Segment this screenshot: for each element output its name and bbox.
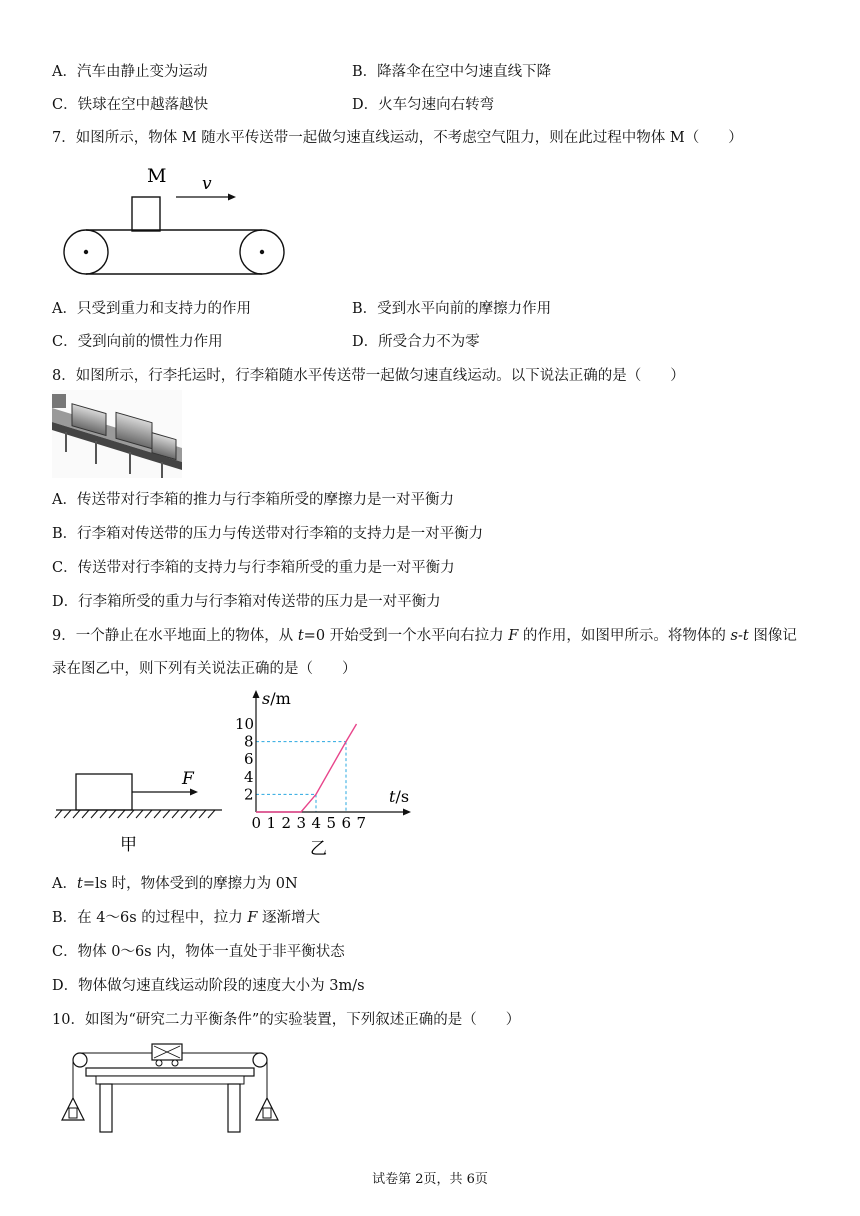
option-letter: C． — [52, 944, 78, 960]
x-tick-label: 6 — [341, 814, 352, 832]
option-text: 物体 0～6s 内，物体一直处于非平衡状态 — [77, 944, 345, 960]
q8-option-b — [52, 522, 483, 543]
option-letter: A． — [52, 876, 77, 892]
y-tick-label: 4 — [244, 767, 254, 786]
q10-stem: 10．如图为“研究二力平衡条件”的实验装置，下列叙述正确的是（ ） — [52, 1012, 521, 1028]
q7-option-b — [352, 297, 551, 318]
x-tick-label: 5 — [326, 814, 337, 832]
stem-text: =0 开始受到一个水平向右拉力 — [303, 628, 509, 644]
force-label: F — [182, 769, 194, 789]
q10-apparatus-figure — [56, 1040, 280, 1136]
q8-option-a — [52, 488, 454, 509]
option-letter: A． — [52, 301, 77, 317]
option-var: t — [76, 876, 83, 892]
series-line — [256, 724, 357, 812]
option-text: 降落伞在空中匀速直线下降 — [377, 64, 552, 80]
q7-stem: 7．如图所示，物体 M 随水平传送带一起做匀速直线运动，不考虑空气阻力，则在此过程中物体 M（ ） — [52, 130, 743, 146]
weight-right-mass — [263, 1108, 271, 1118]
left-axle — [84, 250, 88, 254]
option-letter: A． — [52, 64, 77, 80]
table-leg-right — [228, 1084, 240, 1132]
option-text: =ls 时，物体受到的摩擦力为 0N — [82, 876, 298, 892]
q8-stem: 8．如图所示，行李托运时，行李箱随水平传送带一起做匀速直线运动。以下说法正确的是（ ） — [52, 368, 685, 384]
suitcase-edge — [52, 394, 66, 408]
option-letter: D． — [52, 978, 79, 994]
y-tick-label: 8 — [244, 732, 254, 751]
q9-option-d — [52, 974, 365, 995]
q6-option-d — [352, 93, 494, 114]
option-letter: B． — [52, 910, 78, 926]
option-text: 铁球在空中越落越快 — [77, 97, 209, 113]
option-letter: C． — [52, 560, 78, 576]
option-text: 受到向前的惯性力作用 — [77, 334, 223, 350]
hatch-mark — [109, 810, 116, 818]
stem-text: 的作用，如图甲所示。将物体的 — [518, 628, 731, 644]
option-letter: D． — [352, 334, 379, 350]
option-text: 在 4～6s 的过程中，拉力 — [77, 910, 248, 926]
stem-var-st: s-t — [730, 628, 749, 644]
y-axis-label: s/m — [262, 689, 291, 708]
pulley-left — [73, 1053, 87, 1067]
weight-left-mass — [69, 1108, 77, 1118]
y-axis-arrowhead — [253, 690, 260, 698]
option-text: 只受到重力和支持力的作用 — [76, 301, 251, 317]
q9-option-b — [52, 906, 320, 927]
x-axis-arrowhead — [403, 809, 411, 816]
table-top — [86, 1068, 254, 1076]
q7-option-a — [52, 297, 251, 318]
x-tick-label: 1 — [266, 814, 277, 832]
y-tick-label: 2 — [244, 785, 254, 804]
option-text: 汽车由静止变为运动 — [76, 64, 208, 80]
hatch-mark — [55, 810, 62, 818]
page-footer: 试卷第 2页，共 6页 — [372, 1172, 488, 1187]
cart-wheel — [156, 1060, 162, 1066]
q9-option-a — [52, 872, 298, 893]
hatch-mark — [163, 810, 170, 818]
q9-st-chart — [235, 682, 420, 862]
hatch-mark — [100, 810, 107, 818]
figure-caption-jia: 甲 — [120, 835, 137, 855]
option-text: 传送带对行李箱的推力与行李箱所受的摩擦力是一对平衡力 — [76, 492, 454, 508]
option-text: 传送带对行李箱的支持力与行李箱所受的重力是一对平衡力 — [77, 560, 455, 576]
figure-caption-yi: 乙 — [310, 839, 327, 859]
hatch-mark — [172, 810, 179, 818]
y-tick-label: 10 — [235, 715, 255, 733]
option-var: F — [247, 910, 258, 926]
velocity-arrowhead — [228, 194, 236, 201]
option-letter: C． — [52, 334, 78, 350]
option-letter: B． — [352, 64, 378, 80]
hatch-mark — [82, 810, 89, 818]
luggage-conveyor-photo — [52, 390, 182, 478]
block-label: M — [147, 165, 167, 187]
option-letter: D． — [52, 594, 79, 610]
option-letter: B． — [352, 301, 378, 317]
stem-text: 9．一个静止在水平地面上的物体，从 — [52, 628, 298, 644]
ground-hatching — [55, 810, 215, 818]
hatch-mark — [145, 810, 152, 818]
q8-option-d — [52, 590, 441, 611]
hatch-mark — [190, 810, 197, 818]
block-m — [132, 197, 160, 231]
option-text: 所受合力不为零 — [378, 334, 480, 350]
x-tick-label: 3 — [296, 814, 307, 832]
hatch-mark — [199, 810, 206, 818]
option-letter: A． — [52, 492, 77, 508]
q9-option-c — [52, 940, 345, 961]
x-tick-label: 2 — [281, 814, 292, 832]
option-text: 受到水平向前的摩擦力作用 — [377, 301, 552, 317]
stem-var-t: t — [297, 628, 304, 644]
y-tick-labels — [235, 715, 254, 803]
cart-wheel — [172, 1060, 178, 1066]
x-axis-label: t/s — [389, 787, 410, 806]
option-letter: C． — [52, 97, 78, 113]
q9-stem-line1 — [52, 624, 797, 645]
q8-option-c — [52, 556, 455, 577]
option-letter: B． — [52, 526, 78, 542]
q7-option-c — [52, 330, 223, 351]
q6-option-c — [52, 93, 208, 114]
option-text: 物体做匀速直线运动阶段的速度大小为 3m/s — [78, 978, 365, 994]
right-axle — [260, 250, 264, 254]
table-leg-left — [100, 1084, 112, 1132]
q9-stem-line2: 录在图乙中，则下列有关说法正确的是（ ） — [52, 661, 357, 677]
x-tick-labels — [252, 814, 367, 832]
velocity-label: v — [202, 174, 212, 194]
hatch-mark — [64, 810, 71, 818]
hatch-mark — [154, 810, 161, 818]
object-block — [76, 774, 132, 810]
option-text: 逐渐增大 — [257, 910, 321, 926]
q7-option-d — [352, 330, 480, 351]
force-arrowhead — [190, 789, 198, 796]
option-text: 行李箱所受的重力与行李箱对传送带的压力是一对平衡力 — [78, 594, 441, 610]
hatch-mark — [127, 810, 134, 818]
guide-lines — [256, 742, 346, 812]
hatch-mark — [91, 810, 98, 818]
q6-option-a — [52, 60, 207, 81]
x-tick-label: 4 — [311, 814, 322, 832]
pulley-right — [253, 1053, 267, 1067]
x-tick-label: 7 — [356, 814, 367, 832]
hatch-mark — [73, 810, 80, 818]
stem-var-f: F — [508, 628, 519, 644]
y-tick-label: 6 — [244, 750, 254, 769]
hatch-mark — [118, 810, 125, 818]
table-apron — [96, 1076, 244, 1084]
hatch-mark — [208, 810, 215, 818]
hatch-mark — [181, 810, 188, 818]
stem-text: 图像记 — [748, 628, 797, 644]
q6-option-b — [352, 60, 551, 81]
option-text: 行李箱对传送带的压力与传送带对行李箱的支持力是一对平衡力 — [77, 526, 484, 542]
hatch-mark — [136, 810, 143, 818]
x-tick-label: 0 — [251, 814, 262, 832]
option-text: 火车匀速向右转弯 — [378, 97, 495, 113]
option-letter: D． — [352, 97, 379, 113]
q9-figure-jia — [52, 760, 232, 860]
q7-conveyor-figure — [60, 160, 300, 280]
